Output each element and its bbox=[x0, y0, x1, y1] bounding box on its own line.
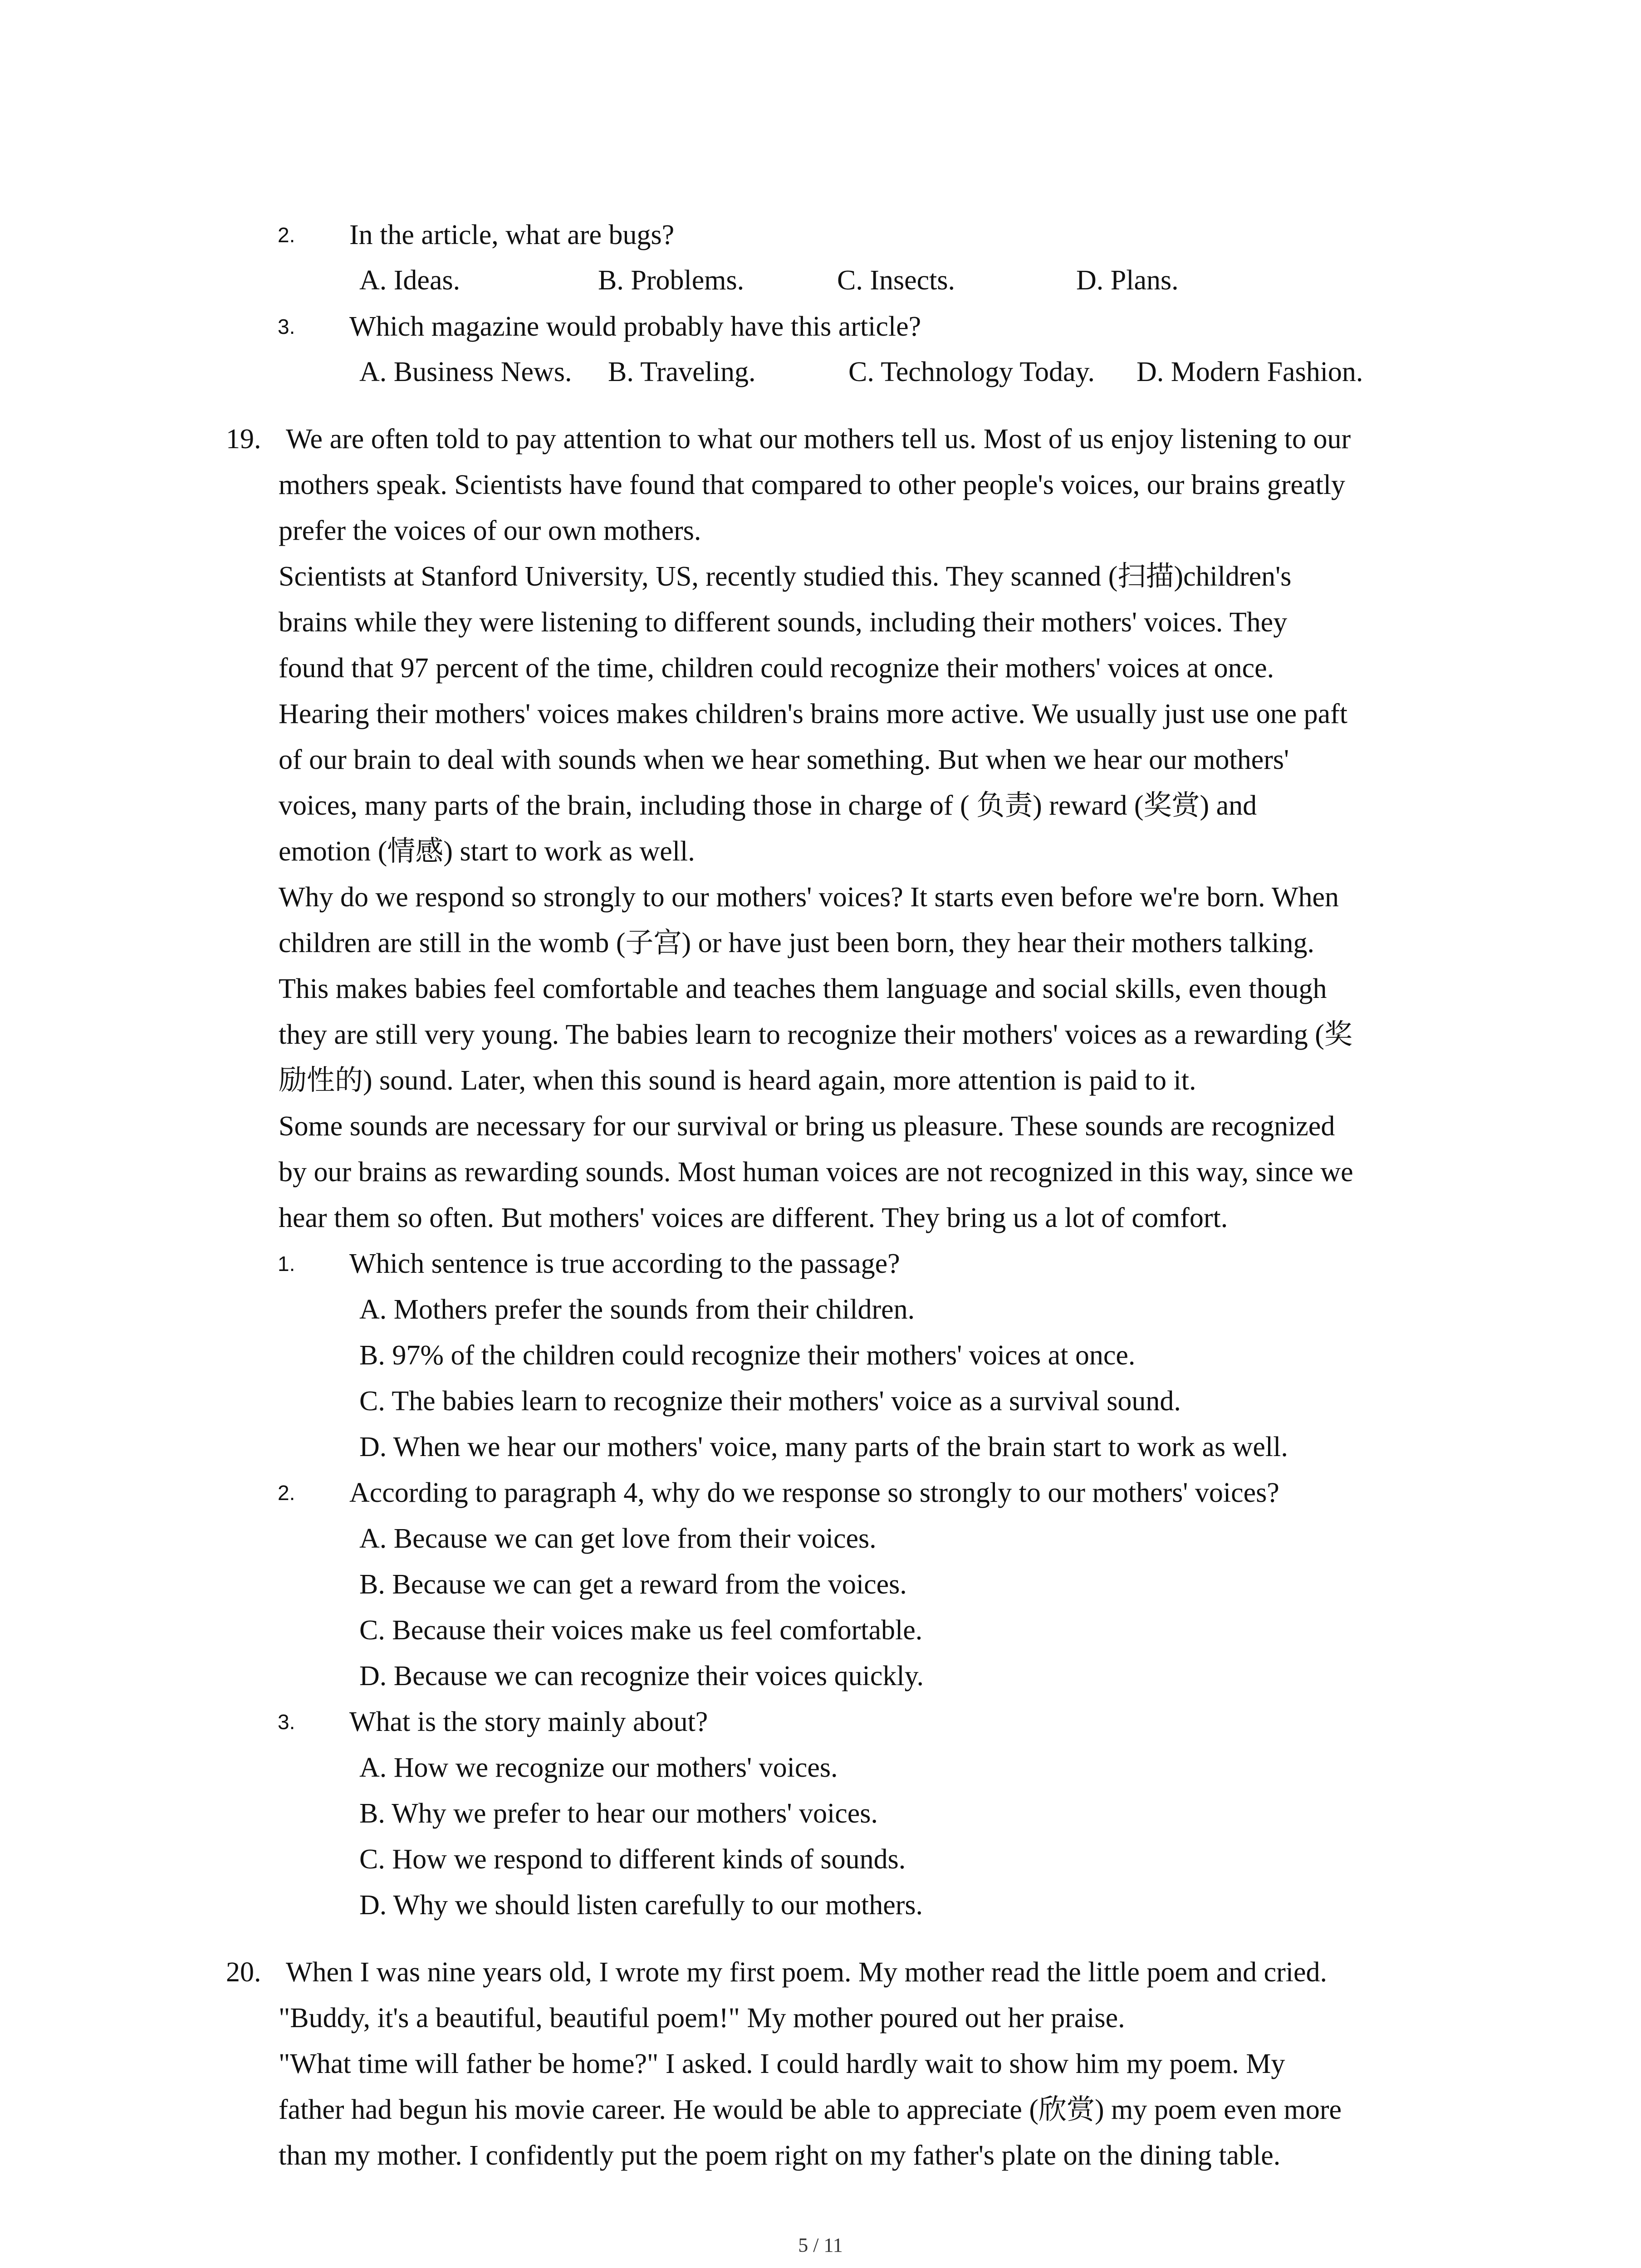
q20-line-1: When I was nine years old, I wrote my first poem. My mother read the little poem and cried. bbox=[286, 1957, 1327, 1988]
q18-3-option-a: A. Business News. bbox=[359, 357, 572, 387]
page-number: 5 / 11 bbox=[798, 2234, 843, 2256]
q19-2-option-d: D. Because we can recognize their voices quickly. bbox=[359, 1661, 924, 1691]
q18-2-option-d: D. Plans. bbox=[1076, 265, 1179, 296]
q19-3-number: 3. bbox=[278, 1710, 295, 1734]
q19-1-question: Which sentence is true according to the passage? bbox=[349, 1248, 900, 1279]
q19-1-option-c: C. The babies learn to recognize their mothers' voice as a survival sound. bbox=[359, 1386, 1181, 1417]
q19-2-option-b: B. Because we can get a reward from the voices. bbox=[359, 1569, 907, 1600]
q20-line-4: father had begun his movie career. He would be able to appreciate (欣赏) my poem even more bbox=[279, 2094, 1342, 2125]
q19-line-15: 励性的) sound. Later, when this sound is heard again, more attention is paid to it. bbox=[279, 1065, 1196, 1096]
q19-line-18: hear them so often. But mothers' voices are different. They bring us a lot of comfort. bbox=[279, 1202, 1228, 1233]
q19-line-9: voices, many parts of the brain, including those in charge of ( 负责) reward (奖赏) and bbox=[279, 790, 1257, 821]
q19-line-7: Hearing their mothers' voices makes children's brains more active. We usually just use one paft bbox=[279, 699, 1348, 729]
q18-3-option-c: C. Technology Today. bbox=[848, 357, 1095, 387]
q19-2-option-a: A. Because we can get love from their voices. bbox=[359, 1523, 877, 1554]
q19-1-number: 1. bbox=[278, 1252, 295, 1276]
q19-line-14: they are still very young. The babies learn to recognize their mothers' voices as a rewarding (奖 bbox=[279, 1019, 1352, 1050]
q19-3-question: What is the story mainly about? bbox=[349, 1706, 708, 1737]
q18-3-question: Which magazine would probably have this article? bbox=[349, 311, 921, 342]
q19-2-option-c: C. Because their voices make us feel comfortable. bbox=[359, 1615, 923, 1646]
q20-line-5: than my mother. I confidently put the poem right on my father's plate on the dining table. bbox=[279, 2140, 1281, 2171]
q19-line-8: of our brain to deal with sounds when we hear something. But when we hear our mothers' bbox=[279, 744, 1289, 775]
q20-line-3: "What time will father be home?" I asked. I could hardly wait to show him my poem. My bbox=[279, 2048, 1285, 2079]
q19-line-4: Scientists at Stanford University, US, recently studied this. They scanned (扫描)children's bbox=[279, 561, 1292, 592]
q18-3-option-d: D. Modern Fashion. bbox=[1136, 357, 1363, 387]
q19-3-option-a: A. How we recognize our mothers' voices. bbox=[359, 1752, 838, 1783]
q19-3-option-d: D. Why we should listen carefully to our mothers. bbox=[359, 1890, 923, 1921]
q18-2-option-b: B. Problems. bbox=[598, 265, 745, 296]
q19-line-16: Some sounds are necessary for our survival or bring us pleasure. These sounds are recognized bbox=[279, 1111, 1335, 1142]
q19-line-11: Why do we respond so strongly to our mothers' voices? It starts even before we're born. When bbox=[279, 882, 1339, 913]
q19-line-12: children are still in the womb (子宫) or have just been born, they hear their mothers talking. bbox=[279, 928, 1315, 958]
q19-number: 19. bbox=[226, 424, 261, 455]
q18-3-number: 3. bbox=[278, 315, 295, 338]
q19-line-13: This makes babies feel comfortable and teaches them language and social skills, even though bbox=[279, 973, 1327, 1004]
q18-2-number: 2. bbox=[278, 223, 295, 247]
q19-line-3: prefer the voices of our own mothers. bbox=[279, 515, 701, 546]
q19-line-10: emotion (情感) start to work as well. bbox=[279, 836, 695, 867]
q19-2-question: According to paragraph 4, why do we response so strongly to our mothers' voices? bbox=[349, 1477, 1279, 1508]
q19-1-option-d: D. When we hear our mothers' voice, many parts of the brain start to work as well. bbox=[359, 1432, 1288, 1462]
q18-2-question: In the article, what are bugs? bbox=[349, 220, 675, 250]
q19-1-option-a: A. Mothers prefer the sounds from their children. bbox=[359, 1294, 915, 1325]
q19-line-6: found that 97 percent of the time, children could recognize their mothers' voices at once. bbox=[279, 653, 1274, 684]
q18-3-option-b: B. Traveling. bbox=[608, 357, 756, 387]
q19-line-2: mothers speak. Scientists have found that compared to other people's voices, our brains greatly bbox=[279, 469, 1346, 500]
q20-number: 20. bbox=[226, 1957, 261, 1988]
q18-2-option-c: C. Insects. bbox=[837, 265, 955, 296]
q20-line-2: "Buddy, it's a beautiful, beautiful poem!" My mother poured out her praise. bbox=[279, 2003, 1125, 2033]
q19-1-option-b: B. 97% of the children could recognize their mothers' voices at once. bbox=[359, 1340, 1136, 1371]
q19-line-17: by our brains as rewarding sounds. Most human voices are not recognized in this way, since we bbox=[279, 1157, 1353, 1188]
q19-2-number: 2. bbox=[278, 1481, 295, 1505]
q19-3-option-b: B. Why we prefer to hear our mothers' voices. bbox=[359, 1798, 878, 1829]
q18-2-option-a: A. Ideas. bbox=[359, 265, 460, 296]
q19-3-option-c: C. How we respond to different kinds of sounds. bbox=[359, 1844, 906, 1875]
q19-line-1: We are often told to pay attention to what our mothers tell us. Most of us enjoy listening to our bbox=[286, 424, 1351, 455]
q19-line-5: brains while they were listening to different sounds, including their mothers' voices. They bbox=[279, 607, 1288, 638]
